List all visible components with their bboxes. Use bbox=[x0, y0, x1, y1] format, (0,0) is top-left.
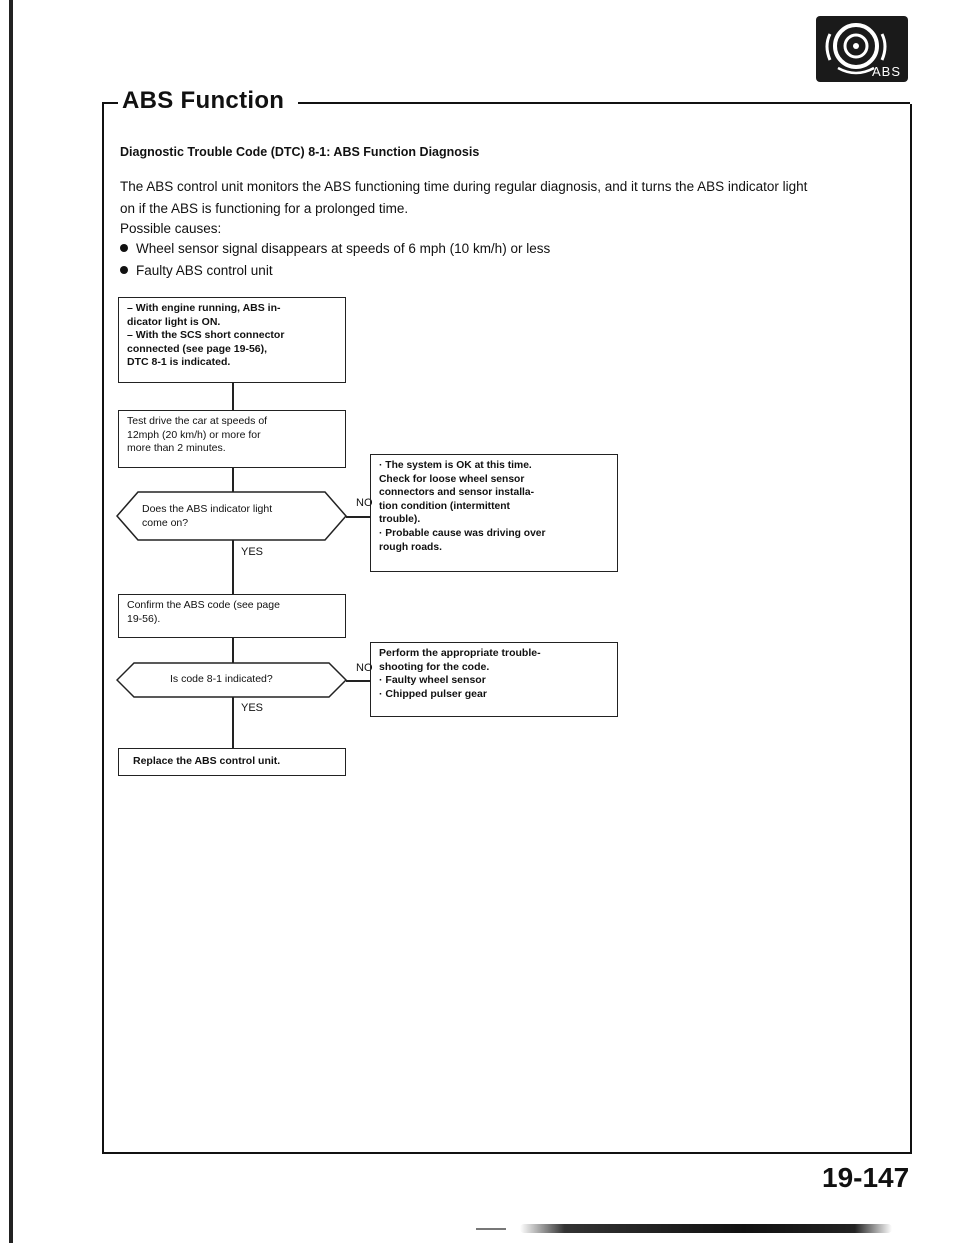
connector-line bbox=[346, 680, 370, 682]
result-2-line: · Faulty wheel sensor bbox=[379, 674, 486, 686]
result-1-line: connectors and sensor installa- bbox=[379, 487, 535, 499]
test-drive-box bbox=[118, 410, 346, 468]
possible-causes-label: Possible causes: bbox=[120, 221, 222, 236]
yes-label: YES bbox=[241, 546, 264, 558]
intro-paragraph-line-1: The ABS control unit monitors the ABS functioning time during regular diagnosis, and it turns the ABS indicator light bbox=[120, 179, 808, 194]
result-1-line: rough roads. bbox=[379, 541, 442, 553]
bullet-icon bbox=[120, 266, 128, 274]
connector-line bbox=[232, 697, 234, 748]
decision-1-text bbox=[142, 503, 272, 530]
abs-logo bbox=[816, 16, 908, 82]
connector-line bbox=[232, 383, 234, 410]
abs-logo-label: ABS bbox=[871, 64, 901, 79]
result-system-ok-box bbox=[370, 454, 618, 572]
page-number: 19-147 bbox=[822, 1162, 910, 1193]
start-line: – With the SCS short connector bbox=[127, 329, 285, 341]
result-1-line: · The system is OK at this time. bbox=[379, 460, 532, 471]
footer-mark bbox=[476, 1228, 506, 1230]
test-drive-line: Test drive the car at speeds of bbox=[127, 415, 268, 427]
result-2-line: shooting for the code. bbox=[379, 660, 490, 673]
replace-unit-box bbox=[118, 748, 346, 776]
decision-1-line: Does the ABS indicator light bbox=[142, 503, 273, 515]
no-label: NO bbox=[356, 497, 373, 509]
result-2-line: Perform the appropriate trouble- bbox=[379, 647, 541, 659]
result-1-line: · Probable cause was driving over bbox=[379, 527, 546, 539]
result-2-line: · Chipped pulser gear bbox=[379, 687, 487, 700]
confirm-line: 19-56). bbox=[127, 612, 161, 625]
binding-rule bbox=[9, 0, 13, 1243]
cause-item bbox=[120, 241, 550, 256]
decision-1-line: come on? bbox=[142, 516, 189, 529]
result-1-line: tion condition (intermittent bbox=[379, 500, 510, 512]
cause-item bbox=[120, 263, 273, 278]
footer-bar bbox=[520, 1224, 892, 1233]
connector-line bbox=[232, 540, 234, 594]
confirm-line: Confirm the ABS code (see page bbox=[127, 599, 280, 611]
start-line: DTC 8-1 is indicated. bbox=[127, 356, 231, 368]
start-line: connected (see page 19-56), bbox=[127, 342, 268, 355]
start-line: – With engine running, ABS in- bbox=[127, 302, 281, 314]
bullet-icon bbox=[120, 244, 128, 252]
cause-text: Wheel sensor signal disappears at speeds of 6 mph (10 km/h) or less bbox=[136, 241, 551, 256]
start-condition-box bbox=[118, 297, 346, 383]
yes-label: YES bbox=[241, 702, 264, 714]
test-drive-line: more than 2 minutes. bbox=[127, 442, 226, 454]
intro-paragraph-line-2: on if the ABS is functioning for a prolonged time. bbox=[120, 201, 409, 216]
result-1-line: Check for loose wheel sensor bbox=[379, 473, 525, 485]
result-troubleshoot-box bbox=[370, 642, 618, 717]
start-line: dicator light is ON. bbox=[127, 315, 221, 328]
connector-line bbox=[346, 516, 370, 518]
result-1-line: trouble). bbox=[379, 514, 421, 526]
connector-line bbox=[232, 638, 234, 663]
dtc-heading: Diagnostic Trouble Code (DTC) 8-1: ABS Function Diagnosis bbox=[120, 145, 480, 159]
test-drive-line: 12mph (20 km/h) or more for bbox=[127, 428, 261, 441]
replace-text: Replace the ABS control unit. bbox=[133, 755, 281, 767]
connector-line bbox=[232, 468, 234, 492]
decision-2-text: Is code 8-1 indicated? bbox=[170, 673, 273, 685]
cause-text: Faulty ABS control unit bbox=[136, 263, 273, 278]
section-title: ABS Function bbox=[122, 87, 285, 114]
no-label: NO bbox=[356, 662, 373, 674]
confirm-code-box bbox=[118, 594, 346, 638]
